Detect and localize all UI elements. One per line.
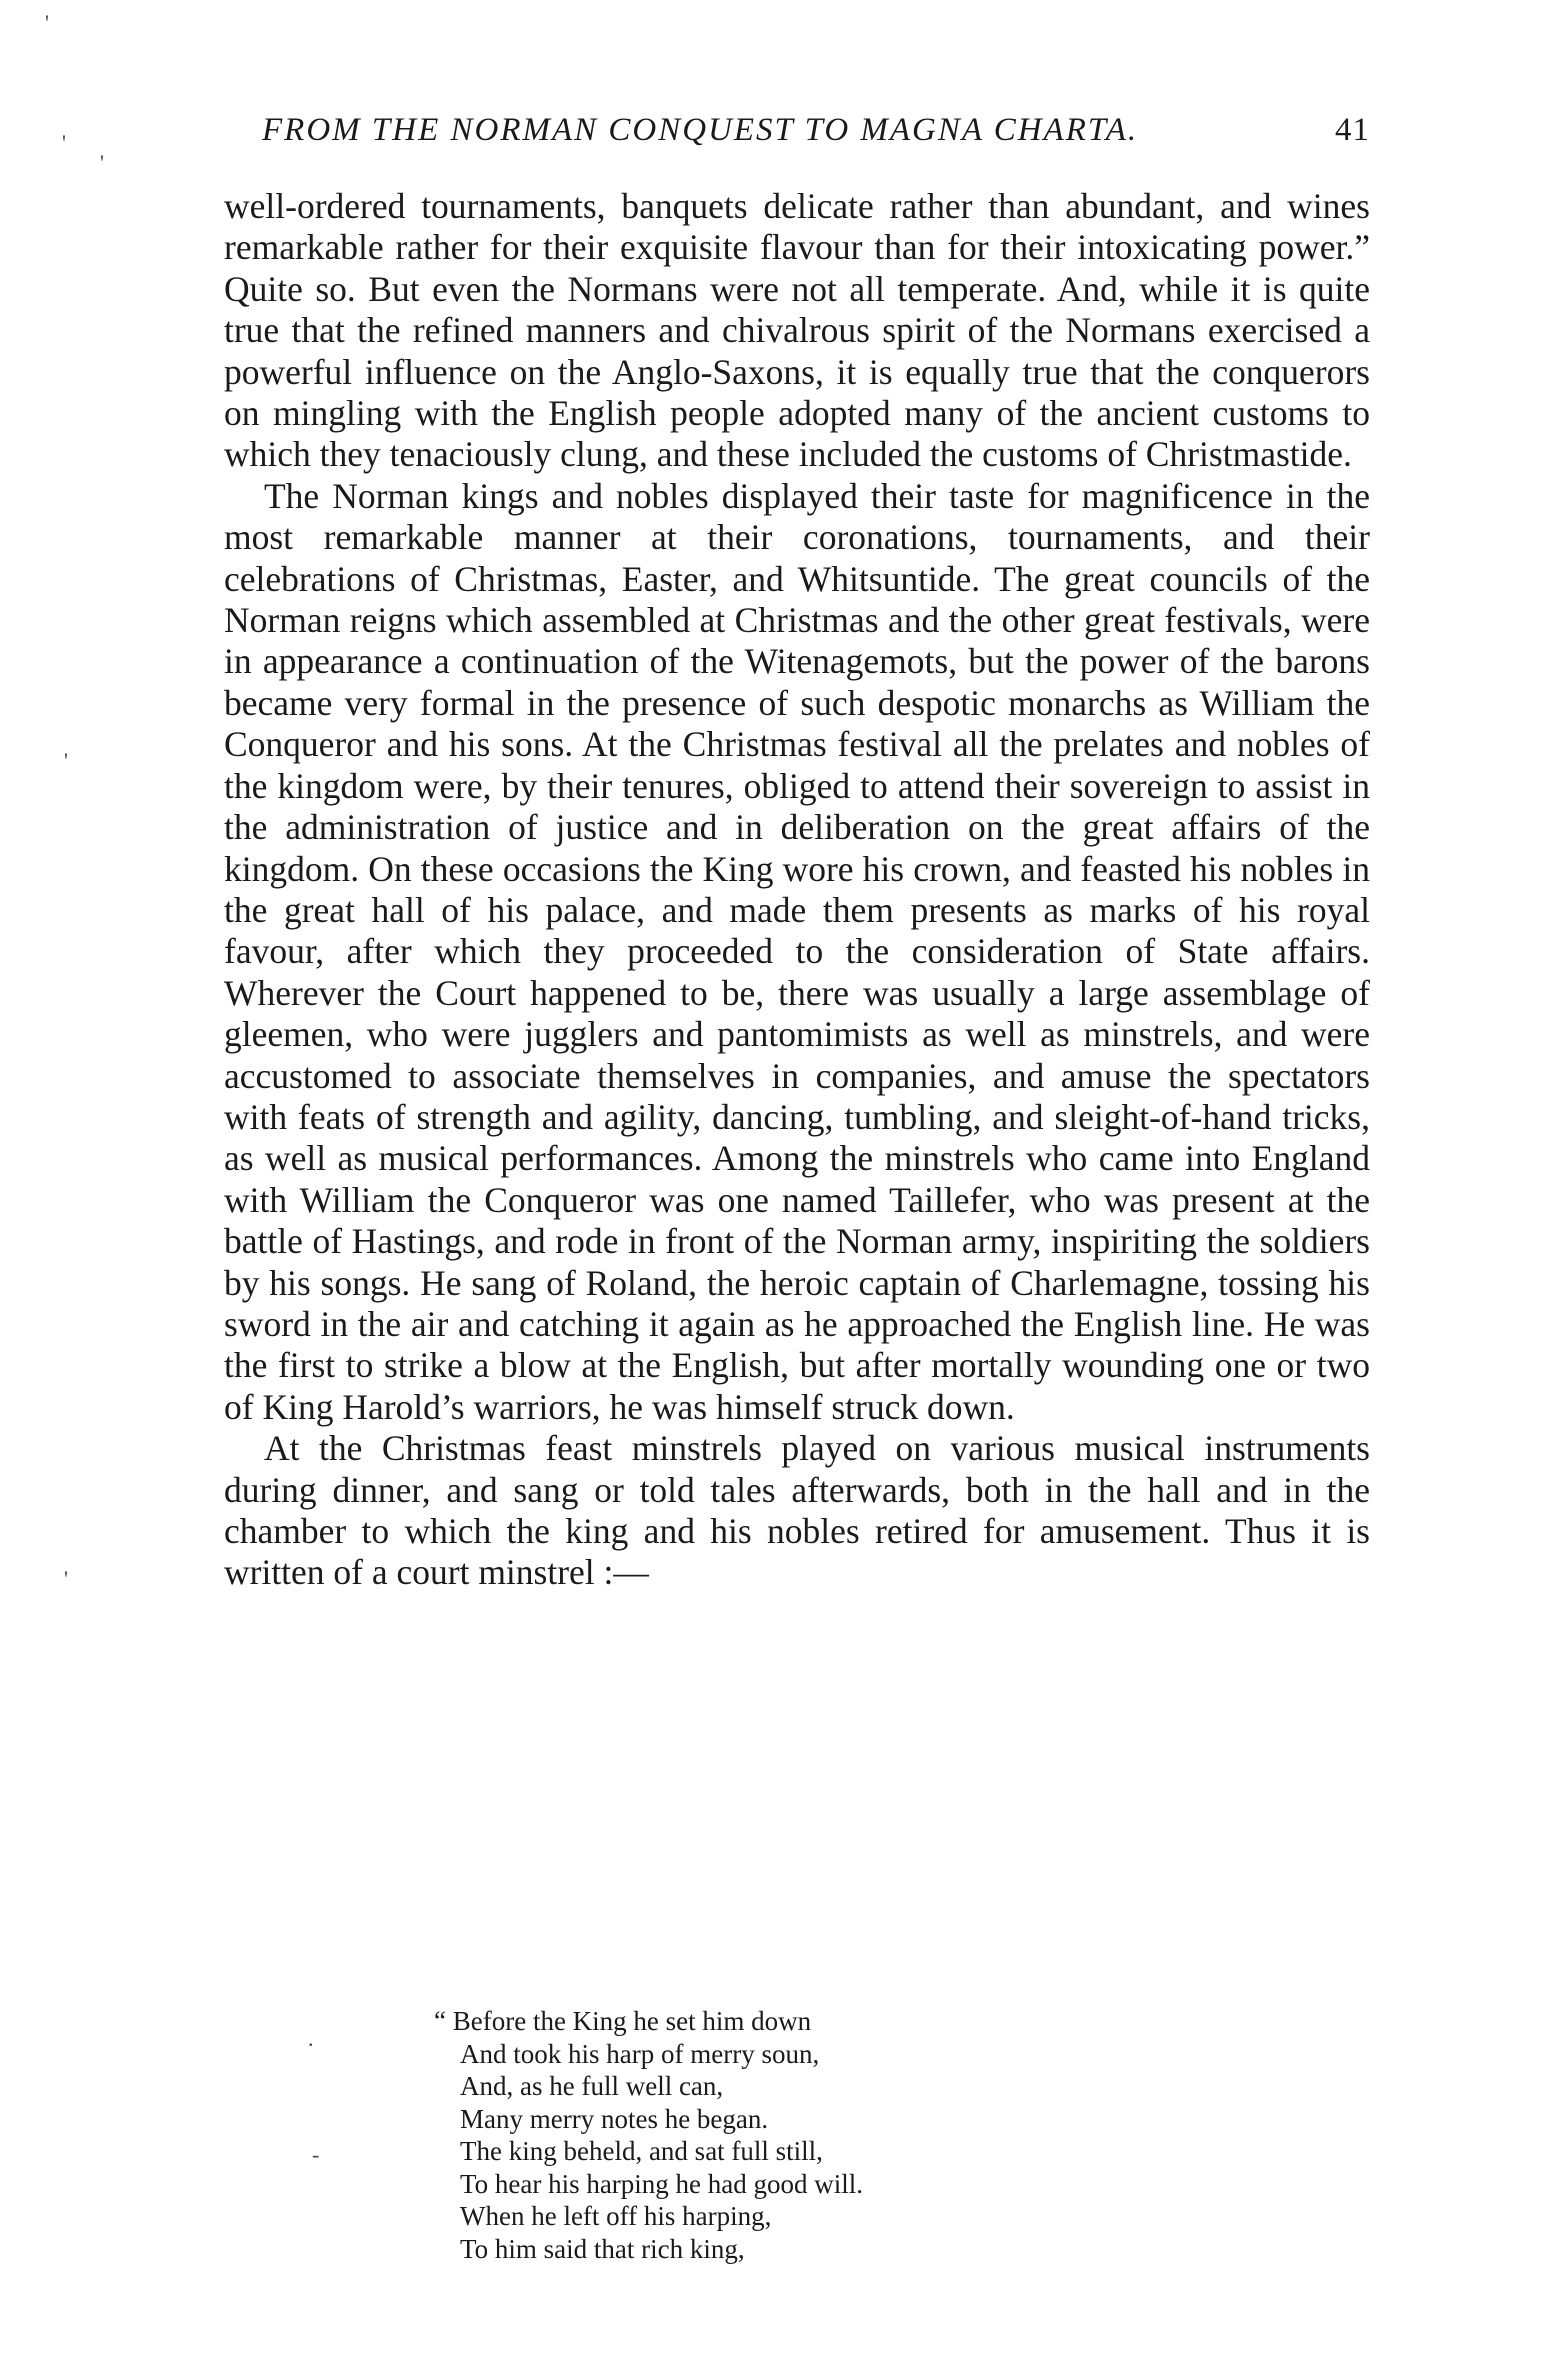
page-number: 41: [1335, 112, 1370, 148]
verse-line: “ Before the King he set him down: [434, 2006, 812, 2036]
verse-line: When he left off his harping,: [460, 2201, 772, 2231]
verse-line: To hear his harping he had good will.: [460, 2168, 864, 2199]
verse-line: The king beheld, and sat full still,: [460, 2136, 823, 2166]
verse-quotation: [434, 2005, 864, 2265]
margin-mark: -: [312, 2142, 320, 2167]
running-title: FROM THE NORMAN CONQUEST TO MAGNA CHARTA.: [262, 112, 1139, 148]
paragraph-3: At the Christmas feast minstrels played on various musical instruments during dinner, and sang or told tales afterwards, both in the hall and in the chamber to which the king and his nobles retired for amusement. Thus it is written of a court minstrel :—: [224, 1428, 1370, 1593]
verse-line: And, as he full well can,: [460, 2071, 724, 2101]
verse-line: And took his harp of merry soun,: [460, 2038, 820, 2069]
page-header: [262, 112, 1370, 156]
margin-mark: ': [64, 748, 68, 773]
margin-mark: ': [62, 130, 66, 155]
body-text: [224, 186, 1370, 1594]
verse-line: Many merry notes he began.: [460, 2103, 769, 2134]
paragraph-1: well-ordered tournaments, banquets delicate rather than abundant, and wines remarkable rather for their exquisite flavour than for their intoxicating power.” Quite so. But even the Normans were not all temperate. And, while it is quite true that the refined manners and chivalrous spirit of the Normans exercised a powerful influence on the Anglo-Saxons, it is equally true that the conquerors on mingling with the English people adopted many of the ancient customs to which they tenaciously clung, and these included the customs of Christmastide.: [224, 186, 1370, 475]
margin-mark: ': [45, 10, 49, 35]
margin-mark: ': [100, 150, 104, 175]
margin-mark: .: [308, 2026, 314, 2051]
paragraph-2: The Norman kings and nobles displayed their taste for magnificence in the most remarkable manner at their coronations, tournaments, and their celebrations of Christmas, Easter, and Whitsuntide. The great councils of the Norman reigns which assembled at Christmas and the other great festivals, were in appearance a continuation of the Witenagemots, but the power of the barons became very formal in the presence of such despotic monarchs as William the Conqueror and his sons. At the Christmas festival all the prelates and nobles of the kingdom were, by their tenures, obliged to attend their sovereign to assist in the administration of justice and in deliberation on the great affairs of the kingdom. On these occasions the King wore his crown, and feasted his nobles in the great hall of his palace, and made them presents as marks of his royal favour, after which they proceeded to the consideration of State affairs. Wherever the Court happened to be, there was usually a large assemblage of gleemen, who were jugglers and pantomimists as well as minstrels, and were accustomed to associate themselves in companies, and amuse the spectators with feats of strength and agility, dancing, tumbling, and sleight-of-hand tricks, as well as musical performances. Among the minstrels who came into England with William the Conqueror was one named Taillefer, who was present at the battle of Hastings, and rode in front of the Norman army, inspiriting the soldiers by his songs. He sang of Roland, the heroic captain of Charlemagne, tossing his sword in the air and catching it again as he approached the English line. He was the first to strike a blow at the English, but after mortally wounding one or two of King Harold’s warriors, he was himself struck down.: [224, 475, 1370, 1427]
verse-line: To him said that rich king,: [460, 2233, 745, 2264]
margin-mark: ': [64, 1566, 68, 1591]
